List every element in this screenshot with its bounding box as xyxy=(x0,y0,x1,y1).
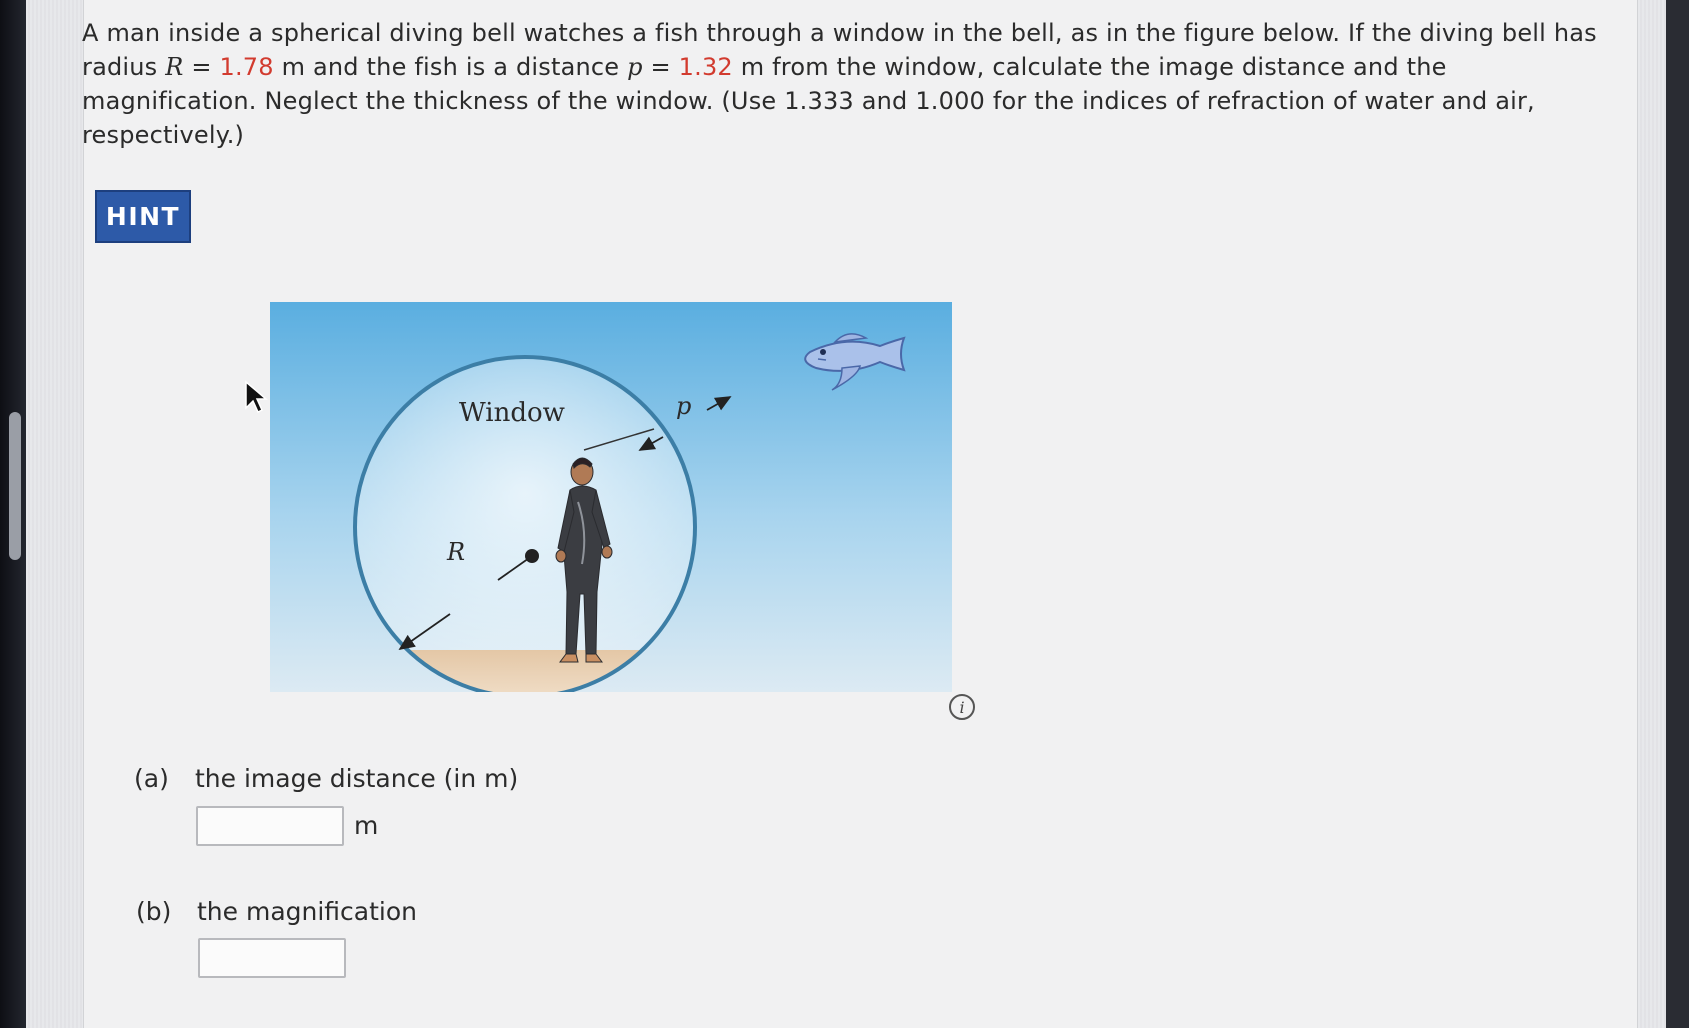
magnification-input[interactable] xyxy=(198,938,346,978)
part-a-unit: m xyxy=(354,811,379,840)
part-a-letter: (a) xyxy=(134,764,169,793)
figure-drawing xyxy=(270,302,952,692)
variable-R: R xyxy=(165,53,184,81)
diving-bell-figure xyxy=(270,302,952,692)
radius-label: R xyxy=(447,538,466,566)
hint-button[interactable]: HINT xyxy=(95,190,191,243)
variable-p: p xyxy=(627,53,643,81)
mouse-cursor-icon xyxy=(244,380,268,420)
radius-value: 1.78 xyxy=(219,53,274,81)
info-icon[interactable]: i xyxy=(949,694,975,720)
distance-label: p xyxy=(676,392,692,420)
question-text: A man inside a spherical diving bell watches a fish through a window in the bell, as in the figure below. If the diving bell has radius R = 1.78 m and the fish is a distance p = 1.32 m from the window, calculate the image distance and the magnification. Neglect the thickness of the window. (Use 1.333 and 1.000 for the indices of refraction of water and air, respectively.) xyxy=(82,19,1597,149)
scrollbar-thumb[interactable] xyxy=(9,412,21,560)
part-b-letter: (b) xyxy=(136,897,172,926)
distance-value: 1.32 xyxy=(678,53,733,81)
screen-bezel-right xyxy=(1666,0,1689,1028)
window-label: Window xyxy=(459,398,565,428)
image-distance-input[interactable] xyxy=(196,806,344,846)
part-b-text: the magnification xyxy=(197,897,418,926)
part-a-text: the image distance (in m) xyxy=(195,764,519,793)
